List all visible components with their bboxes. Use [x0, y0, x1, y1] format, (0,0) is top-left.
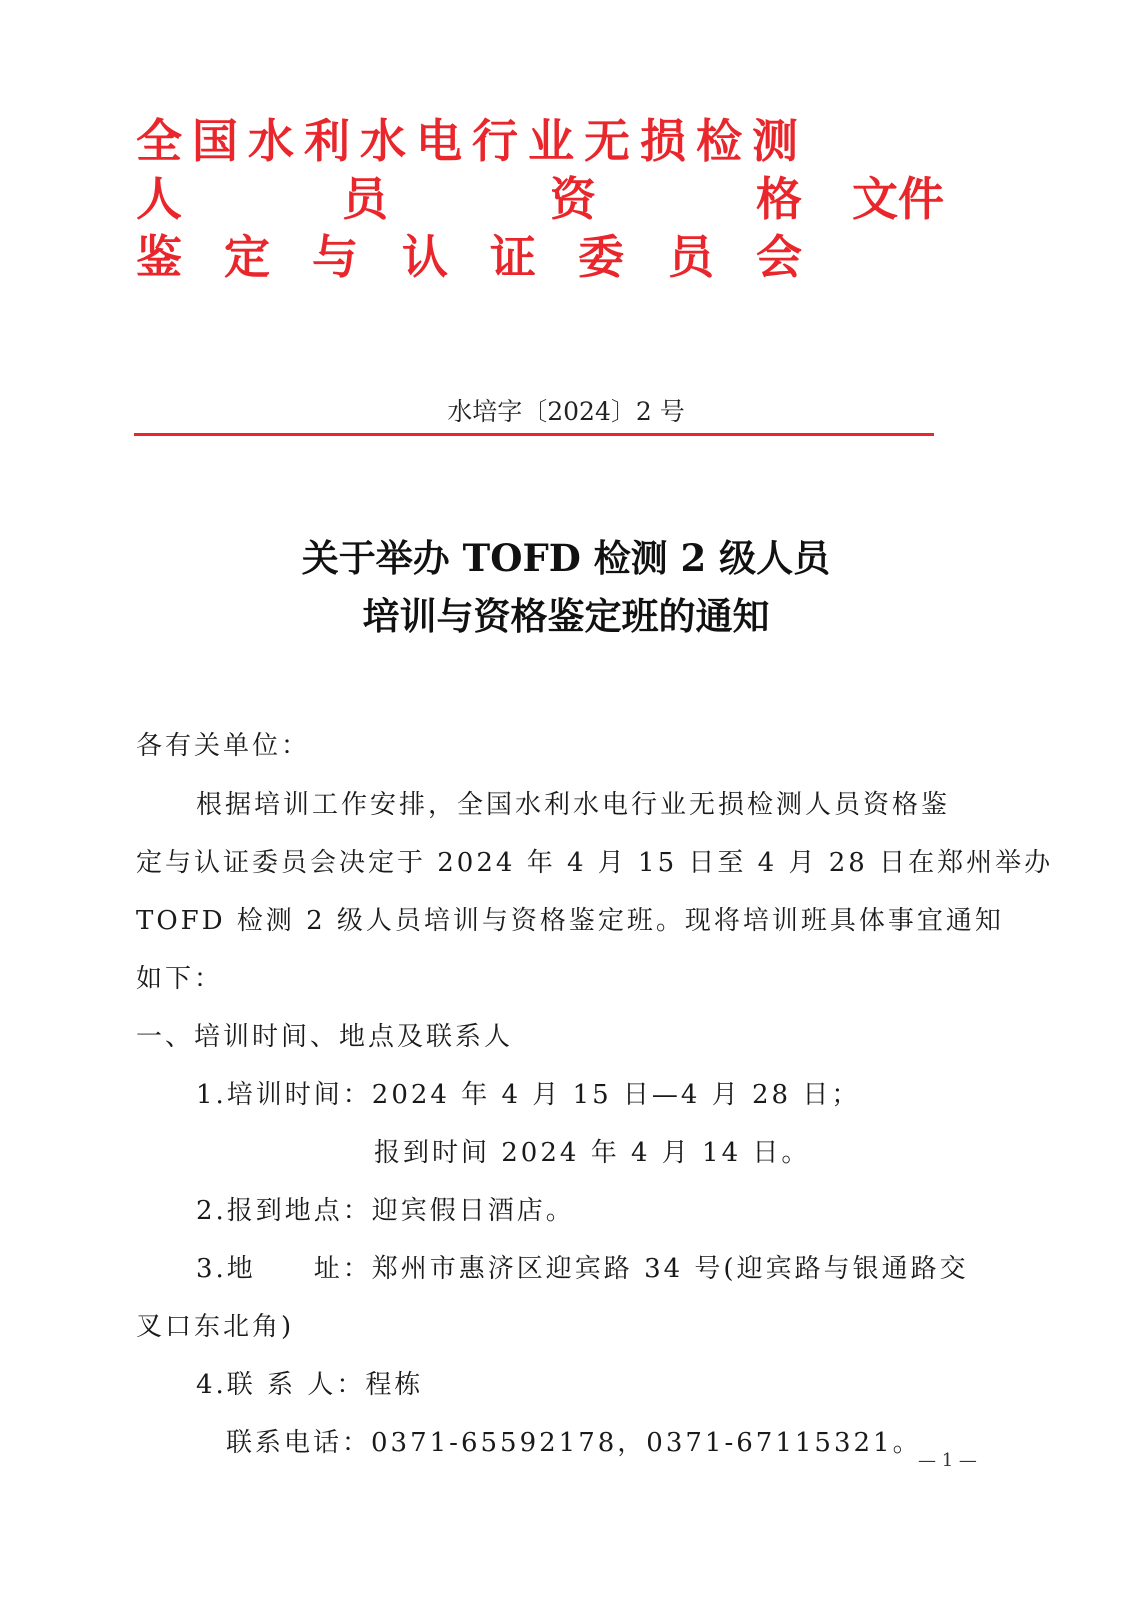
letterhead-char: 人 [136, 172, 182, 226]
letterhead-char: 资 [550, 172, 596, 226]
intro-line: 根据培训工作安排，全国水利水电行业无损检测人员资格鉴 [196, 790, 951, 820]
letterhead-char: 格 [756, 172, 802, 226]
letterhead-char: 证 [490, 230, 536, 284]
page-number: — 1 — [918, 1450, 977, 1471]
letterhead-char: 会 [756, 230, 802, 284]
section-heading: 一、培训时间、地点及联系人 [136, 1022, 514, 1052]
contact-phone: 联系电话：0371-65592178，0371-67115321。 [226, 1428, 922, 1458]
letterhead-line-2 [136, 170, 976, 228]
notice-title-line-1: 关于举办 TOFD 检测 2 级人员 [301, 536, 831, 580]
letterhead-char: 与 [312, 230, 358, 284]
notice-title-line-2: 培训与资格鉴定班的通知 [362, 594, 770, 638]
checkin-time: 报到时间 2024 年 4 月 14 日。 [374, 1138, 811, 1168]
contact-person: 4.联 系 人：程栋 [196, 1370, 424, 1400]
salutation: 各有关单位： [136, 731, 311, 761]
address: 3.地 址：郑州市惠济区迎宾路 34 号(迎宾路与银通路交 [196, 1254, 969, 1284]
letterhead-char: 文件 [852, 172, 944, 226]
letterhead-char: 定 [224, 230, 270, 284]
letterhead-line-1-text: 全国水利水电行业无损检测 [136, 114, 808, 168]
address-continued: 叉口东北角) [136, 1312, 295, 1342]
letterhead-char: 委 [578, 230, 624, 284]
letterhead-char: 鉴 [136, 230, 182, 284]
letterhead [136, 112, 976, 286]
intro-line: 定与认证委员会决定于 2024 年 4 月 15 日至 4 月 28 日在郑州举办 [136, 848, 1054, 878]
training-time: 1.培训时间：2024 年 4 月 15 日—4 月 28 日； [196, 1080, 861, 1110]
letterhead-line-3 [136, 228, 976, 286]
document-number: 水培字〔2024〕2 号 [447, 397, 685, 426]
intro-line: TOFD 检测 2 级人员培训与资格鉴定班。现将培训班具体事宜通知 [136, 906, 1004, 936]
checkin-location: 2.报到地点：迎宾假日酒店。 [196, 1196, 575, 1226]
letterhead-char: 认 [402, 230, 448, 284]
letterhead-line-1 [136, 112, 976, 170]
intro-line: 如下： [136, 964, 224, 994]
red-divider [134, 433, 934, 436]
letterhead-char: 员 [342, 172, 388, 226]
letterhead-char: 员 [668, 230, 714, 284]
